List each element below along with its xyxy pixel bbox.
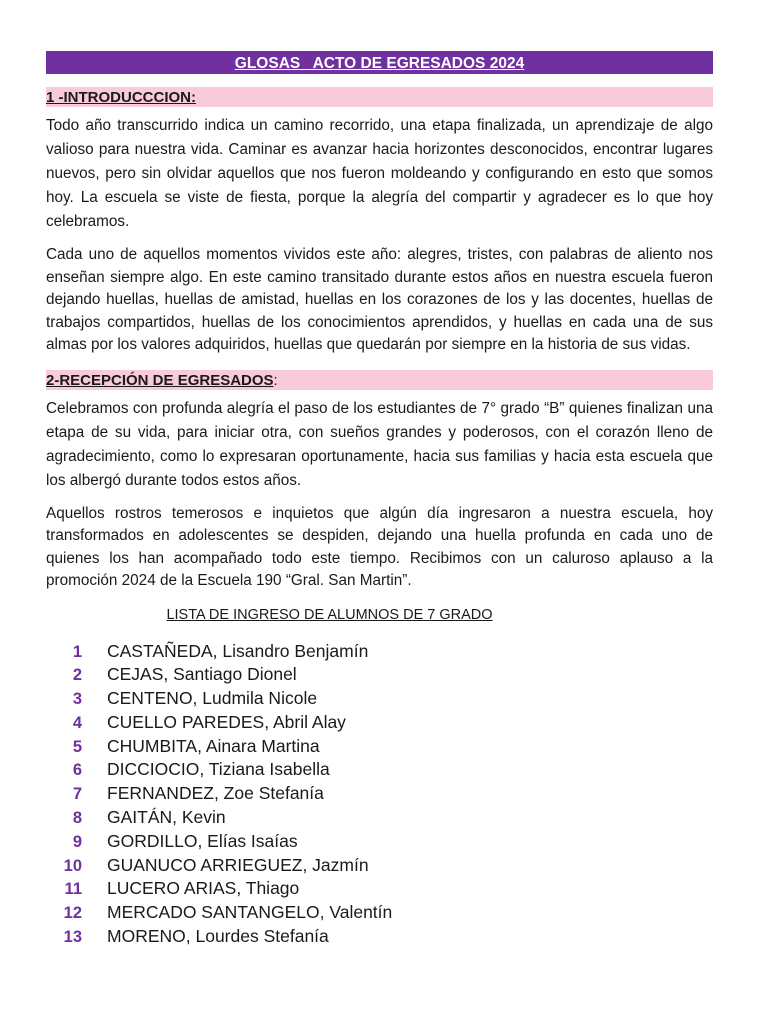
list-number: 1 [72, 642, 82, 661]
student-name: GORDILLO, Elías Isaías [107, 830, 298, 851]
list-number: 6 [72, 761, 82, 780]
list-number: 13 [63, 928, 82, 947]
section-heading-introduccion [46, 87, 713, 107]
paragraph: Todo año transcurrido indica un camino recorrido, una etapa finalizada, un aprendizaje de algo valioso para nuestra vida. Caminar es avanzar hacia horizontes desconocidos, encontrar lugares nuevos, pero sin olvidar aquellos que nos fueron moldeando y configurando en esto que somos hoy. La escuela se viste de fiesta, porque la alegría del compartir y agradecer es lo que hoy celebramos. [46, 117, 713, 230]
list-number: 3 [72, 690, 82, 709]
list-item [46, 902, 713, 926]
list-item [46, 736, 713, 760]
list-number: 10 [63, 856, 82, 875]
student-name: GUANUCO ARRIEGUEZ, Jazmín [107, 854, 369, 875]
section-heading-recepcion [46, 370, 713, 390]
student-name: MORENO, Lourdes Stefanía [107, 926, 329, 947]
student-name: CHUMBITA, Ainara Martina [107, 735, 320, 756]
student-name: CENTENO, Ludmila Nicole [107, 688, 318, 709]
list-number: 7 [72, 785, 82, 804]
list-item [46, 855, 713, 879]
paragraph: Celebramos con profunda alegría el paso de los estudiantes de 7° grado “B” quienes finalizan una etapa de su vida, para iniciar otra, con sueños grandes y poderosos, con el corazón lleno de agradecimiento, como lo expresaran oportunamente, hacia sus familias y hacia esta escuela que los albergó durante todos estos años. [46, 399, 713, 489]
list-item [46, 783, 713, 807]
section-heading-suffix: : [273, 371, 278, 389]
student-name: MERCADO SANTANGELO, Valentín [107, 902, 393, 923]
list-item [46, 712, 713, 736]
list-item [46, 759, 713, 783]
section-heading-text: 1 -INTRODUCCCION: [46, 89, 196, 106]
list-item [46, 664, 713, 688]
document-page [46, 51, 713, 950]
section-heading-text: 2-RECEPCIÓN DE EGRESADOS [46, 371, 274, 389]
student-name: CEJAS, Santiago Dionel [107, 664, 297, 685]
list-number: 2 [72, 666, 82, 685]
student-name: GAITÁN, Kevin [107, 807, 226, 828]
list-number: 12 [63, 904, 82, 923]
paragraph: Aquellos rostros temerosos e inquietos que algún día ingresaron a nuestra escuela, hoy transformados en adolescentes se despiden, dejando una huella profunda en cada uno de quienes los han acompañado todo este tiempo. Recibimos con un caluroso aplauso a la promoción 2024 de la Escuela 190 “Gral. San Martin”. [46, 504, 713, 589]
list-number: 11 [64, 880, 82, 899]
student-name: CASTAÑEDA, Lisandro Benjamín [107, 640, 369, 661]
list-item [46, 641, 713, 665]
list-number: 9 [72, 832, 82, 851]
list-item [46, 807, 713, 831]
list-number: 8 [72, 809, 82, 828]
list-item [46, 688, 713, 712]
list-item [46, 831, 713, 855]
document-title: GLOSAS ACTO DE EGRESADOS 2024 [46, 51, 713, 74]
list-number: 4 [72, 713, 82, 732]
student-list-title: LISTA DE INGRESO DE ALUMNOS DE 7 GRADO [166, 606, 493, 623]
list-item [46, 926, 713, 950]
paragraph: Cada uno de aquellos momentos vividos este año: alegres, tristes, con palabras de aliento nos enseñan siempre algo. En este camino transitado durante estos años en nuestra escuela fueron dejando huellas, huellas de amistad, huellas en los corazones de los y las docentes, huellas de trabajos compartidos, huellas de los conocimientos aprendidos, y huellas en cada una de sus almas por los valores adquiridos, huellas que quedarán por siempre en la historia de sus vidas. [46, 246, 713, 353]
student-name: LUCERO ARIAS, Thiago [107, 878, 300, 899]
list-number: 5 [72, 737, 82, 756]
list-item [46, 878, 713, 902]
student-name: DICCIOCIO, Tiziana Isabella [107, 759, 330, 780]
student-list [46, 641, 713, 950]
student-name: CUELLO PAREDES, Abril Alay [107, 711, 346, 732]
student-name: FERNANDEZ, Zoe Stefanía [107, 783, 324, 804]
